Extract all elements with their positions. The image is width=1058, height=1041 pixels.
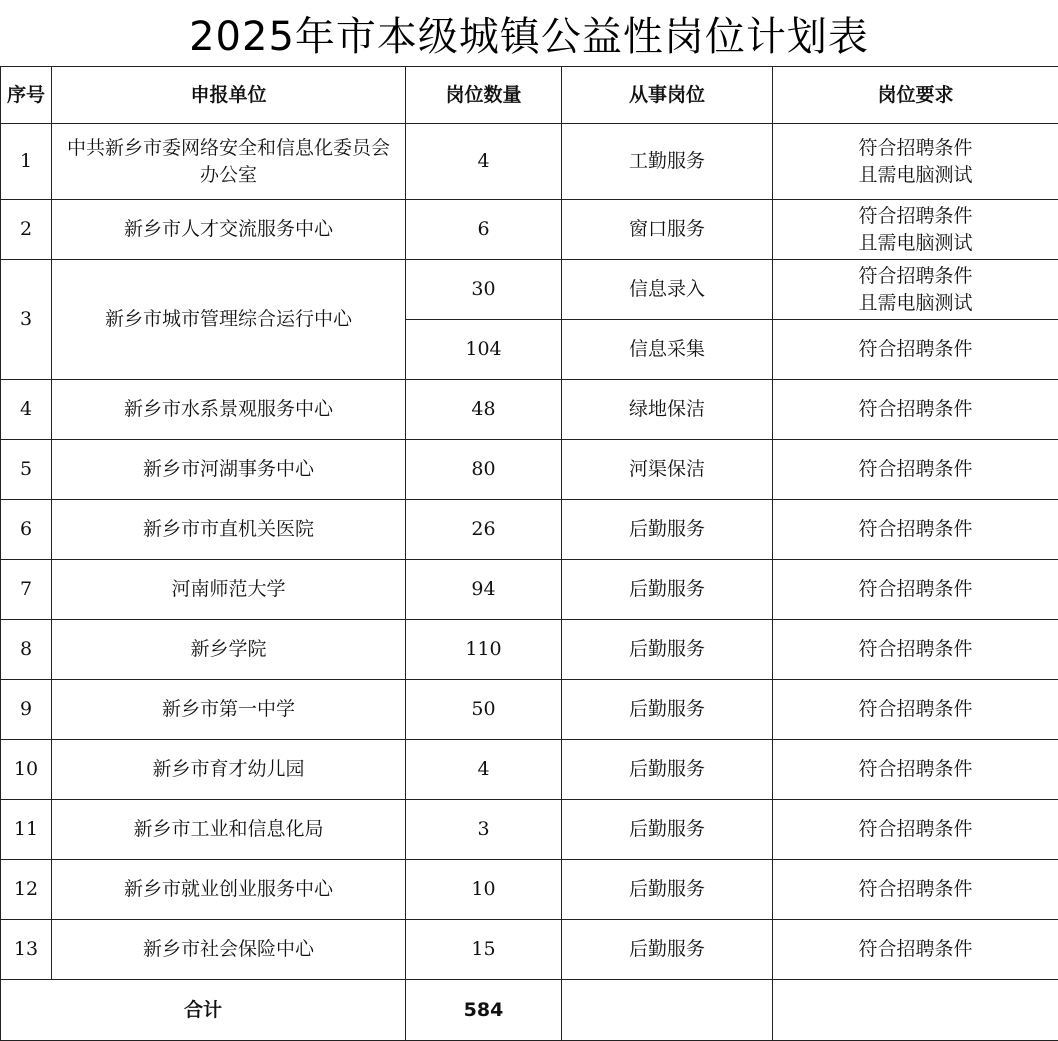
table-row [1, 560, 1058, 620]
header-requirement: 岗位要求 [773, 67, 1058, 124]
cell-count: 6 [406, 200, 562, 260]
cell-count: 10 [406, 860, 562, 920]
table-header-row [1, 67, 1058, 124]
cell-index: 2 [1, 200, 52, 260]
table-row [1, 740, 1058, 800]
cell-position: 后勤服务 [562, 800, 773, 860]
table-row [1, 800, 1058, 860]
cell-requirement: 符合招聘条件 [773, 620, 1058, 680]
total-empty-position [562, 980, 773, 1041]
cell-index: 10 [1, 740, 52, 800]
table-row [1, 260, 1058, 320]
total-empty-requirement [773, 980, 1058, 1041]
requirement-line: 且需电脑测试 [779, 230, 1052, 257]
requirement-line: 且需电脑测试 [779, 162, 1052, 189]
cell-requirement: 符合招聘条件 [773, 860, 1058, 920]
requirement-line: 符合招聘条件 [779, 135, 1052, 162]
cell-unit: 新乡市育才幼儿园 [52, 740, 406, 800]
cell-count: 30 [406, 260, 562, 320]
cell-position: 后勤服务 [562, 920, 773, 980]
cell-position: 工勤服务 [562, 124, 773, 200]
requirement-line: 且需电脑测试 [779, 290, 1052, 317]
cell-position: 后勤服务 [562, 680, 773, 740]
cell-index: 6 [1, 500, 52, 560]
cell-position: 后勤服务 [562, 860, 773, 920]
cell-unit: 新乡市社会保险中心 [52, 920, 406, 980]
cell-unit: 新乡市城市管理综合运行中心 [52, 260, 406, 380]
cell-position: 绿地保洁 [562, 380, 773, 440]
total-row [1, 980, 1058, 1041]
cell-count: 26 [406, 500, 562, 560]
total-count: 584 [406, 980, 562, 1041]
cell-requirement [773, 260, 1058, 320]
cell-index: 3 [1, 260, 52, 380]
cell-index: 8 [1, 620, 52, 680]
cell-position: 后勤服务 [562, 560, 773, 620]
cell-index: 1 [1, 124, 52, 200]
cell-count: 4 [406, 740, 562, 800]
cell-requirement: 符合招聘条件 [773, 740, 1058, 800]
cell-count: 4 [406, 124, 562, 200]
cell-unit: 新乡市工业和信息化局 [52, 800, 406, 860]
cell-requirement: 符合招聘条件 [773, 440, 1058, 500]
table-row [1, 860, 1058, 920]
cell-count: 50 [406, 680, 562, 740]
header-unit: 申报单位 [52, 67, 406, 124]
table-row [1, 200, 1058, 260]
cell-unit: 新乡市就业创业服务中心 [52, 860, 406, 920]
cell-unit: 新乡市水系景观服务中心 [52, 380, 406, 440]
cell-count: 80 [406, 440, 562, 500]
table-row [1, 500, 1058, 560]
cell-requirement: 符合招聘条件 [773, 500, 1058, 560]
page-title: 2025年市本级城镇公益性岗位计划表 [0, 0, 1058, 66]
table-row [1, 680, 1058, 740]
cell-position: 信息录入 [562, 260, 773, 320]
cell-unit: 新乡学院 [52, 620, 406, 680]
total-label: 合计 [1, 980, 406, 1041]
cell-count: 94 [406, 560, 562, 620]
cell-requirement: 符合招聘条件 [773, 680, 1058, 740]
cell-unit: 新乡市第一中学 [52, 680, 406, 740]
cell-count: 15 [406, 920, 562, 980]
cell-index: 11 [1, 800, 52, 860]
cell-requirement: 符合招聘条件 [773, 800, 1058, 860]
cell-position: 后勤服务 [562, 500, 773, 560]
requirement-line: 符合招聘条件 [779, 203, 1052, 230]
cell-unit: 新乡市市直机关医院 [52, 500, 406, 560]
cell-unit: 河南师范大学 [52, 560, 406, 620]
header-count: 岗位数量 [406, 67, 562, 124]
cell-count: 104 [406, 320, 562, 380]
cell-index: 9 [1, 680, 52, 740]
cell-position: 窗口服务 [562, 200, 773, 260]
header-index: 序号 [1, 67, 52, 124]
cell-count: 48 [406, 380, 562, 440]
cell-unit: 新乡市河湖事务中心 [52, 440, 406, 500]
cell-requirement: 符合招聘条件 [773, 920, 1058, 980]
cell-index: 12 [1, 860, 52, 920]
table-row [1, 920, 1058, 980]
cell-index: 7 [1, 560, 52, 620]
cell-position: 后勤服务 [562, 740, 773, 800]
cell-requirement [773, 200, 1058, 260]
cell-unit: 中共新乡市委网络安全和信息化委员会办公室 [52, 124, 406, 200]
cell-position: 信息采集 [562, 320, 773, 380]
cell-count: 110 [406, 620, 562, 680]
cell-index: 4 [1, 380, 52, 440]
cell-index: 5 [1, 440, 52, 500]
plan-table [0, 66, 1058, 1041]
cell-index: 13 [1, 920, 52, 980]
requirement-line: 符合招聘条件 [779, 263, 1052, 290]
cell-count: 3 [406, 800, 562, 860]
header-position: 从事岗位 [562, 67, 773, 124]
cell-requirement: 符合招聘条件 [773, 560, 1058, 620]
cell-requirement: 符合招聘条件 [773, 320, 1058, 380]
table-row [1, 124, 1058, 200]
table-row [1, 620, 1058, 680]
table-row [1, 440, 1058, 500]
cell-position: 河渠保洁 [562, 440, 773, 500]
cell-position: 后勤服务 [562, 620, 773, 680]
cell-requirement [773, 124, 1058, 200]
cell-unit: 新乡市人才交流服务中心 [52, 200, 406, 260]
cell-requirement: 符合招聘条件 [773, 380, 1058, 440]
table-row [1, 380, 1058, 440]
